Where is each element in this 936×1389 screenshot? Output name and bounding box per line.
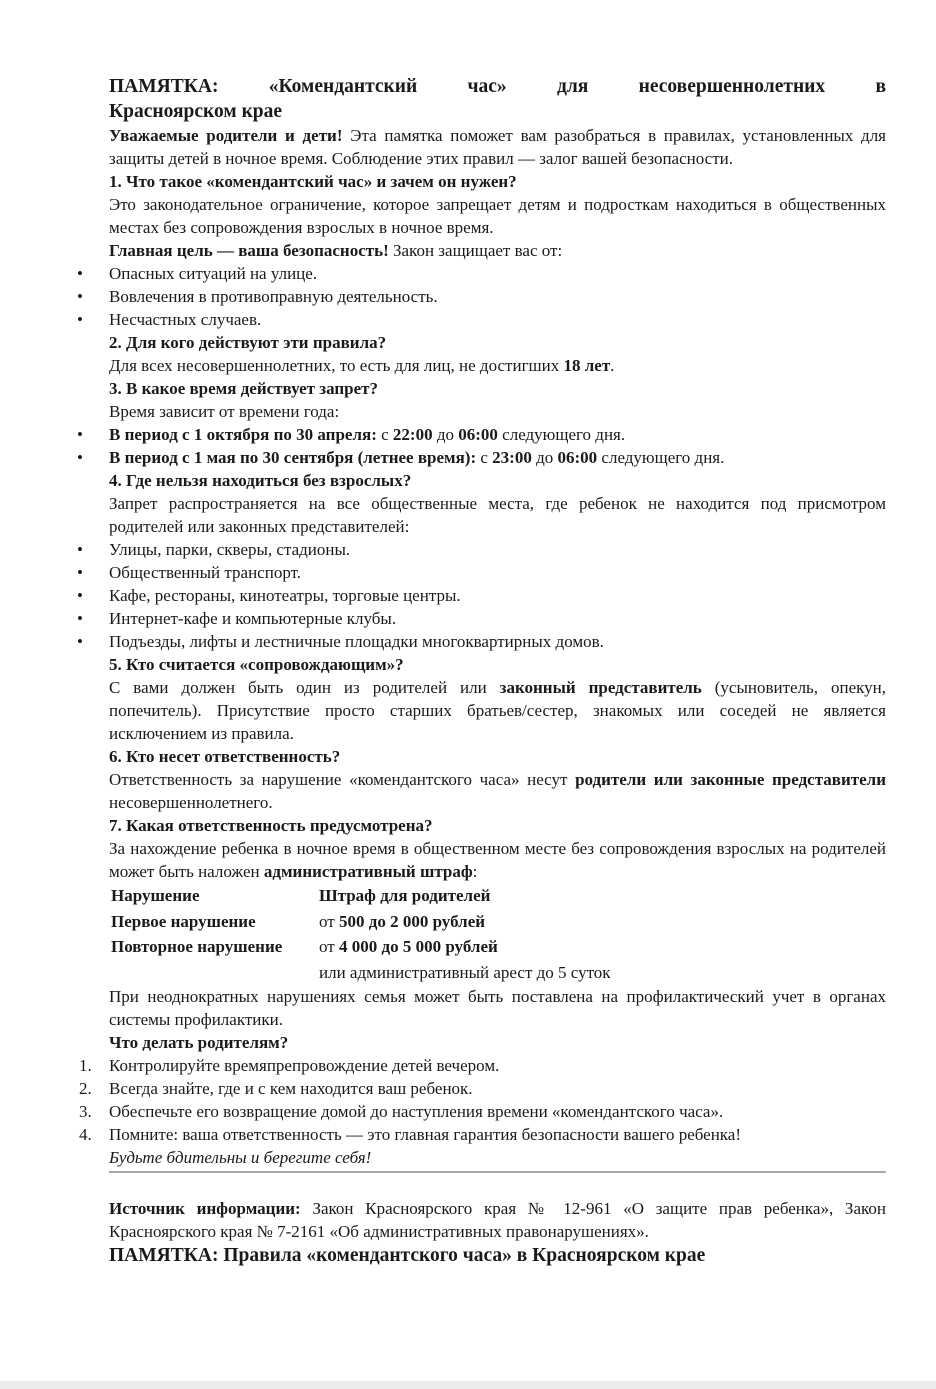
title-word: в bbox=[875, 76, 886, 97]
memo-page bbox=[79, 74, 887, 1268]
list-item: • Подъезды, лифты и лестничные площадки многоквартирных домов. bbox=[109, 630, 886, 653]
divider bbox=[109, 1171, 886, 1173]
fines-table bbox=[109, 883, 879, 985]
table-cell bbox=[109, 960, 319, 986]
section-2-heading: 2. Для кого действуют эти правила? bbox=[109, 333, 387, 352]
title-line-2: Красноярском крае bbox=[109, 101, 283, 122]
source-paragraph bbox=[109, 1197, 886, 1243]
parents-heading: Что делать родителям? bbox=[109, 1033, 289, 1052]
section-4-list bbox=[109, 538, 886, 653]
list-item bbox=[79, 1100, 886, 1123]
parents-bold: родители или законные представители bbox=[575, 770, 886, 789]
goal-text: Закон защищает вас от: bbox=[388, 241, 563, 260]
time-start: 22:00 bbox=[392, 425, 433, 444]
table-header-cell: Штраф для родителей bbox=[319, 886, 491, 905]
section-1-text: Это законодательное ограничение, которое запрещает детям и подросткам находиться в общественных местах без сопровождения взрослых в ночное время. bbox=[109, 195, 886, 237]
section-6-heading: 6. Кто несет ответственность? bbox=[109, 747, 341, 766]
section-2-end: . bbox=[610, 356, 615, 375]
text-part: от bbox=[319, 937, 339, 956]
section-3-text: Время зависит от времени года: bbox=[109, 402, 340, 421]
source-text: Закон Красноярского края № 12-961 «О защите прав ребенка», Закон Красноярского края № 7-2161 «Об административных правонарушениях». bbox=[109, 1199, 886, 1241]
text-part: следующего дня. bbox=[497, 425, 626, 444]
list-item: • Общественный транспорт. bbox=[109, 561, 886, 584]
age-bold: 18 лет bbox=[563, 356, 611, 375]
section-3-list bbox=[109, 423, 886, 469]
section-5-heading: 5. Кто считается «сопровождающим»? bbox=[109, 655, 404, 674]
list-item: • Улицы, парки, скверы, стадионы. bbox=[109, 538, 886, 561]
table-row bbox=[109, 934, 879, 960]
section-1-heading: 1. Что такое «комендантский час» и зачем он нужен? bbox=[109, 172, 517, 191]
text-part: с bbox=[376, 425, 393, 444]
fine-amount: 4 000 до 5 000 рублей bbox=[338, 937, 498, 956]
intro-greeting: Уважаемые родители и дети! bbox=[109, 126, 343, 145]
time-end: 06:00 bbox=[458, 425, 498, 444]
list-item bbox=[109, 423, 886, 446]
intro-text: Эта памятка поможет вам разобраться в правилах, установленных для защиты детей в ночное время. Соблюдение этих правил — залог вашей безопасности. bbox=[109, 126, 886, 168]
list-text: Помните: ваша ответственность — это главная гарантия безопасности вашего ребенка! bbox=[109, 1125, 742, 1144]
list-item: • Несчастных случаев. bbox=[109, 308, 886, 331]
text-part: следующего дня. bbox=[597, 448, 725, 467]
intro-paragraph bbox=[109, 124, 886, 170]
title-word: ПАМЯТКА: bbox=[109, 76, 219, 97]
section-6-text bbox=[109, 768, 886, 814]
text-part: : bbox=[472, 862, 478, 881]
list-number: 3. bbox=[79, 1102, 92, 1121]
list-item: • Вовлечения в противоправную деятельность. bbox=[109, 285, 886, 308]
table-cell: Первое нарушение bbox=[111, 911, 256, 931]
goal-bold: Главная цель — ваша безопасность! bbox=[109, 241, 389, 260]
text-part: (усыновитель, опекун, попечитель). Присутствие просто старших братьев/сестер, знакомых или соседей не является исключением из правила. bbox=[109, 678, 887, 743]
text-part: до bbox=[432, 425, 459, 444]
text-part: несовершеннолетнего. bbox=[109, 793, 273, 812]
period-winter: В период с 1 октября по 30 апреля: bbox=[109, 425, 377, 444]
title-word: час» bbox=[467, 76, 507, 97]
section-1-list bbox=[109, 262, 886, 331]
table-cell: Повторное нарушение bbox=[111, 937, 283, 956]
list-item bbox=[79, 1123, 886, 1146]
parents-list bbox=[79, 1054, 886, 1146]
list-number: 1. bbox=[79, 1056, 92, 1075]
list-item: • Интернет-кафе и компьютерные клубы. bbox=[109, 607, 886, 630]
section-1-goal bbox=[109, 239, 886, 262]
source-label: Источник информации: bbox=[109, 1199, 301, 1218]
table-header-cell: Нарушение bbox=[111, 886, 200, 905]
list-item: • Кафе, рестораны, кинотеатры, торговые центры. bbox=[109, 584, 886, 607]
section-4-heading: 4. Где нельзя находиться без взрослых? bbox=[109, 471, 412, 490]
page-bottom-bar bbox=[0, 1381, 936, 1389]
text-part: до bbox=[531, 448, 558, 467]
section-7-after: При неоднократных нарушениях семья может быть поставлена на профилактический учет в органах системы профилактики. bbox=[109, 987, 886, 1029]
bottom-title: ПАМЯТКА: Правила «комендантского часа» в Красноярском крае bbox=[109, 1245, 706, 1266]
section-2-text bbox=[109, 354, 886, 377]
title-word: несовершеннолетних bbox=[638, 76, 826, 97]
list-number: 2. bbox=[79, 1079, 92, 1098]
list-item bbox=[79, 1054, 886, 1077]
legal-representative-bold: законный представитель bbox=[499, 678, 702, 697]
table-cell: или административный арест до 5 суток bbox=[319, 962, 611, 982]
list-number: 4. bbox=[79, 1125, 92, 1144]
list-item bbox=[109, 446, 886, 469]
section-2-lead: Для всех несовершеннолетних, то есть для лиц, не достигших bbox=[109, 356, 564, 375]
text-part: от bbox=[319, 911, 339, 931]
title-word: «Комендантский bbox=[268, 76, 418, 97]
list-item: • Опасных ситуаций на улице. bbox=[109, 262, 886, 285]
text-part: За нахождение ребенка в ночное время в общественном месте без сопровождения взрослых на родителей может быть наложен bbox=[109, 839, 886, 881]
table-row bbox=[109, 909, 879, 935]
table-cell bbox=[319, 909, 879, 935]
section-7-text bbox=[109, 837, 886, 883]
text-part: Ответственность за нарушение «комендантского часа» несут bbox=[109, 770, 576, 789]
table-row bbox=[109, 960, 879, 986]
closing-line: Будьте бдительны и берегите себя! bbox=[109, 1148, 372, 1167]
table-header-row bbox=[109, 883, 879, 909]
section-3-heading: 3. В какое время действует запрет? bbox=[109, 379, 379, 398]
document-title bbox=[109, 74, 886, 124]
list-text: Всегда знайте, где и с кем находится ваш ребенок. bbox=[109, 1079, 473, 1098]
text-part: с bbox=[476, 448, 493, 467]
section-4-text: Запрет распространяется на все общественные места, где ребенок не находится под присмотром родителей или законных представителей: bbox=[109, 494, 886, 536]
period-summer: В период с 1 мая по 30 сентября (летнее время): bbox=[109, 448, 477, 467]
table-cell bbox=[319, 934, 879, 960]
time-end: 06:00 bbox=[557, 448, 598, 467]
list-text: Контролируйте времяпрепровождение детей вечером. bbox=[109, 1056, 500, 1075]
section-7-heading: 7. Какая ответственность предусмотрена? bbox=[109, 816, 433, 835]
list-text: Обеспечьте его возвращение домой до наступления времени «комендантского часа». bbox=[109, 1102, 724, 1121]
text-part: С вами должен быть один из родителей или bbox=[109, 678, 500, 697]
title-word: для bbox=[556, 76, 589, 97]
list-item bbox=[79, 1077, 886, 1100]
fine-bold: административный штраф bbox=[263, 862, 473, 881]
section-5-text bbox=[109, 676, 886, 745]
fine-amount: 500 до 2 000 рублей bbox=[338, 911, 486, 931]
time-start: 23:00 bbox=[492, 448, 532, 467]
